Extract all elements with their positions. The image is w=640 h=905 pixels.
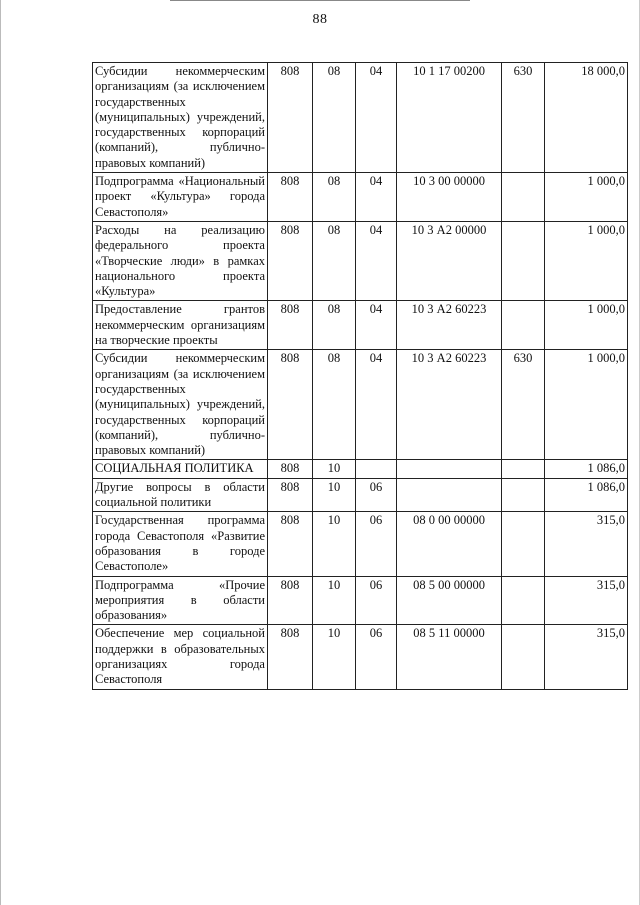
amount-cell: 1 000,0 xyxy=(545,350,628,460)
amount-cell: 1 000,0 xyxy=(545,173,628,222)
subsection-code-cell: 06 xyxy=(356,478,397,512)
target-article-cell: 10 3 А2 60223 xyxy=(397,350,502,460)
ministry-code-cell: 808 xyxy=(268,460,313,478)
table-row xyxy=(93,63,628,173)
expense-type-cell xyxy=(502,512,545,576)
section-code-cell: 10 xyxy=(313,460,356,478)
scan-top-edge xyxy=(170,0,470,1)
subsection-code-cell: 06 xyxy=(356,576,397,625)
amount-cell: 18 000,0 xyxy=(545,63,628,173)
row-name-cell: Другие вопросы в области социальной политики xyxy=(93,478,268,512)
row-name-cell: Обеспечение мер социальной поддержки в образовательных организациях города Севастополя xyxy=(93,625,268,689)
scan-left-edge xyxy=(0,0,1,905)
row-name-cell: Государственная программа города Севастополя «Развитие образования в городе Севастополе» xyxy=(93,512,268,576)
target-article-cell: 10 3 А2 60223 xyxy=(397,301,502,350)
amount-cell: 1 000,0 xyxy=(545,221,628,300)
page-number: 88 xyxy=(312,12,328,27)
expense-type-cell xyxy=(502,460,545,478)
subsection-code-cell: 04 xyxy=(356,173,397,222)
target-article-cell: 10 3 00 00000 xyxy=(397,173,502,222)
table-row xyxy=(93,173,628,222)
amount-cell: 315,0 xyxy=(545,625,628,689)
table-row xyxy=(93,221,628,300)
ministry-code-cell: 808 xyxy=(268,350,313,460)
table-row xyxy=(93,512,628,576)
expense-type-cell: 630 xyxy=(502,63,545,173)
expense-type-cell xyxy=(502,173,545,222)
target-article-cell: 10 1 17 00200 xyxy=(397,63,502,173)
target-article-cell: 08 0 00 00000 xyxy=(397,512,502,576)
ministry-code-cell: 808 xyxy=(268,63,313,173)
expense-type-cell xyxy=(502,625,545,689)
target-article-cell xyxy=(397,478,502,512)
ministry-code-cell: 808 xyxy=(268,221,313,300)
section-code-cell: 08 xyxy=(313,350,356,460)
expense-type-cell xyxy=(502,478,545,512)
table-row xyxy=(93,350,628,460)
target-article-cell xyxy=(397,460,502,478)
section-code-cell: 10 xyxy=(313,478,356,512)
subsection-code-cell: 06 xyxy=(356,512,397,576)
section-code-cell: 08 xyxy=(313,301,356,350)
expense-type-cell xyxy=(502,301,545,350)
table-row xyxy=(93,576,628,625)
subsection-code-cell xyxy=(356,460,397,478)
section-code-cell: 10 xyxy=(313,576,356,625)
expense-type-cell xyxy=(502,221,545,300)
budget-table-body xyxy=(93,63,628,690)
row-name-cell: Подпрограмма «Прочие мероприятия в области образования» xyxy=(93,576,268,625)
row-name-cell: Предоставление грантов некоммерческим организациям на творческие проекты xyxy=(93,301,268,350)
table-row xyxy=(93,460,628,478)
row-name-cell: СОЦИАЛЬНАЯ ПОЛИТИКА xyxy=(93,460,268,478)
amount-cell: 315,0 xyxy=(545,512,628,576)
target-article-cell: 08 5 11 00000 xyxy=(397,625,502,689)
expense-type-cell: 630 xyxy=(502,350,545,460)
amount-cell: 1 086,0 xyxy=(545,460,628,478)
section-code-cell: 10 xyxy=(313,512,356,576)
table-row xyxy=(93,301,628,350)
section-code-cell: 08 xyxy=(313,63,356,173)
section-code-cell: 08 xyxy=(313,173,356,222)
ministry-code-cell: 808 xyxy=(268,173,313,222)
table-row xyxy=(93,625,628,689)
subsection-code-cell: 04 xyxy=(356,63,397,173)
subsection-code-cell: 04 xyxy=(356,301,397,350)
row-name-cell: Подпрограмма «Национальный проект «Культура» города Севастополя» xyxy=(93,173,268,222)
amount-cell: 315,0 xyxy=(545,576,628,625)
amount-cell: 1 000,0 xyxy=(545,301,628,350)
row-name-cell: Субсидии некоммерческим организациям (за исключением государственных (муниципальных) учреждений, государственных корпораций (компаний), публично-правовых компаний) xyxy=(93,350,268,460)
ministry-code-cell: 808 xyxy=(268,576,313,625)
section-code-cell: 10 xyxy=(313,625,356,689)
row-name-cell: Расходы на реализацию федерального проекта «Творческие люди» в рамках национального проекта «Культура» xyxy=(93,221,268,300)
subsection-code-cell: 04 xyxy=(356,221,397,300)
ministry-code-cell: 808 xyxy=(268,478,313,512)
amount-cell: 1 086,0 xyxy=(545,478,628,512)
expense-type-cell xyxy=(502,576,545,625)
section-code-cell: 08 xyxy=(313,221,356,300)
ministry-code-cell: 808 xyxy=(268,512,313,576)
ministry-code-cell: 808 xyxy=(268,625,313,689)
target-article-cell: 08 5 00 00000 xyxy=(397,576,502,625)
subsection-code-cell: 04 xyxy=(356,350,397,460)
row-name-cell: Субсидии некоммерческим организациям (за исключением государственных (муниципальных) учреждений, государственных корпораций (компаний), публично-правовых компаний) xyxy=(93,63,268,173)
table-row xyxy=(93,478,628,512)
budget-table xyxy=(92,62,628,690)
subsection-code-cell: 06 xyxy=(356,625,397,689)
target-article-cell: 10 3 А2 00000 xyxy=(397,221,502,300)
ministry-code-cell: 808 xyxy=(268,301,313,350)
